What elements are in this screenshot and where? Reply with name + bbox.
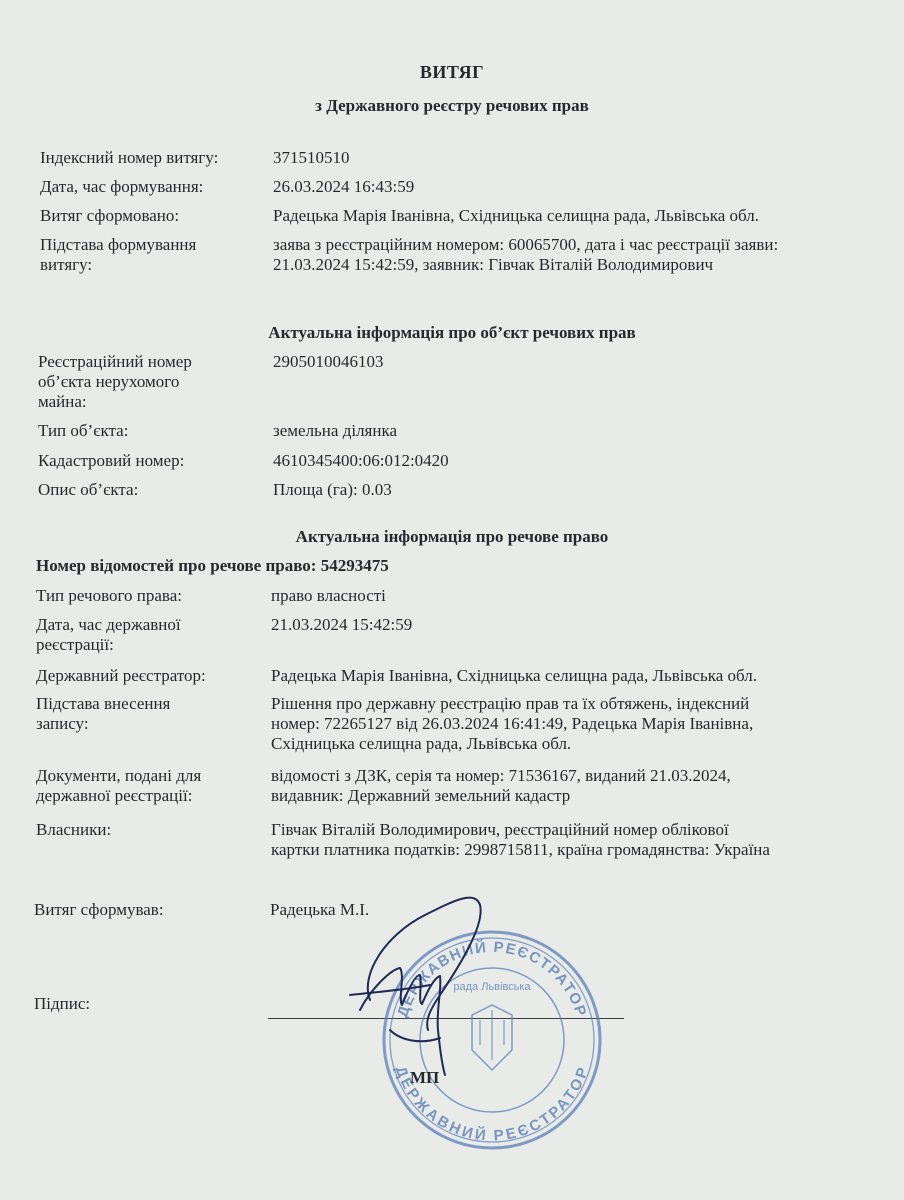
field-label: Підстава внесення запису: [36, 694, 171, 733]
field-label: Підстава формування витягу: [40, 235, 197, 274]
stamp-text-bottom: ДЕРЖАВНИЙ РЕЄСТРАТОР [391, 1064, 593, 1145]
field-value: 26.03.2024 16:43:59 [273, 177, 415, 196]
field-value: Рішення про державну реєстрацію прав та їх обтяжень, індексний номер: 72265127 від 26.03.2024 16:41:49, Радецька Марія Іванівна, Східницька селищна рада, Львівська обл. [271, 694, 754, 753]
field-object-registration-number [38, 352, 888, 414]
right-section-heading: Актуальна інформація про речове право [295, 527, 609, 546]
document-subtitle: з Державного реєстру речових прав [315, 96, 589, 115]
field-label: Тип речового права: [36, 586, 183, 605]
field-owners [36, 820, 896, 862]
field-label: Власники: [36, 820, 112, 839]
field-label: Кадастровий номер: [38, 451, 185, 470]
field-label: Витяг сформовано: [40, 206, 180, 225]
seal-place-label: МП [410, 1068, 440, 1087]
field-label: Державний реєстратор: [36, 666, 206, 685]
signature-label: Підпис: [34, 994, 91, 1013]
field-value: Радецька Марія Іванівна, Східницька селищна рада, Львівська обл. [273, 206, 759, 225]
field-label: Опис об’єкта: [38, 480, 139, 499]
field-value: право власності [271, 586, 386, 605]
field-value: 21.03.2024 15:42:59 [271, 615, 413, 634]
field-value: Радецька Марія Іванівна, Східницька селищна рада, Львівська обл. [271, 666, 757, 685]
formed-by-value: Радецька М.І. [270, 900, 370, 919]
field-label: Індексний номер витягу: [40, 148, 219, 167]
right-record-number: Номер відомостей про речове право: 54293475 [36, 556, 389, 575]
field-registration-datetime [36, 615, 896, 657]
field-value: відомості з ДЗК, серія та номер: 71536167, виданий 21.03.2024, видавник: Державний земельний кадастр [271, 766, 731, 805]
document-title: ВИТЯГ [419, 62, 485, 82]
field-label: Дата, час державної реєстрації: [36, 615, 181, 654]
field-label: Тип об’єкта: [38, 421, 129, 440]
field-value: Гівчак Віталій Володимирович, реєстраційний номер облікової картки платника податків: 2998715811, країна громадянства: Україна [271, 820, 770, 859]
field-label: Реєстраційний номер об’єкта нерухомого майна: [38, 352, 192, 411]
formed-by-label: Витяг сформував: [34, 900, 164, 919]
object-section-heading: Актуальна інформація про об’єкт речових прав [268, 323, 636, 342]
stamp-text-top: ДЕРЖАВНИЙ РЕЄСТРАТОР [394, 938, 590, 1020]
field-entry-basis [36, 694, 896, 756]
field-value: 371510510 [273, 148, 350, 167]
field-formation-basis [40, 235, 890, 277]
field-value: заява з реєстраційним номером: 60065700, дата і час реєстрації заяви: 21.03.2024 15:42:59, заявник: Гівчак Віталій Володимирович [273, 235, 779, 274]
field-label: Дата, час формування: [40, 177, 204, 196]
field-submitted-documents [36, 766, 896, 808]
handwritten-signature [330, 880, 490, 1080]
field-value: 4610345400:06:012:0420 [273, 451, 449, 470]
field-value: Площа (га): 0.03 [273, 480, 392, 499]
field-value: 2905010046103 [273, 352, 384, 371]
stamp-inner-text: рада Львівська [453, 981, 531, 993]
field-value: земельна ділянка [273, 421, 398, 440]
field-label: Документи, подані для державної реєстрації: [36, 766, 202, 805]
